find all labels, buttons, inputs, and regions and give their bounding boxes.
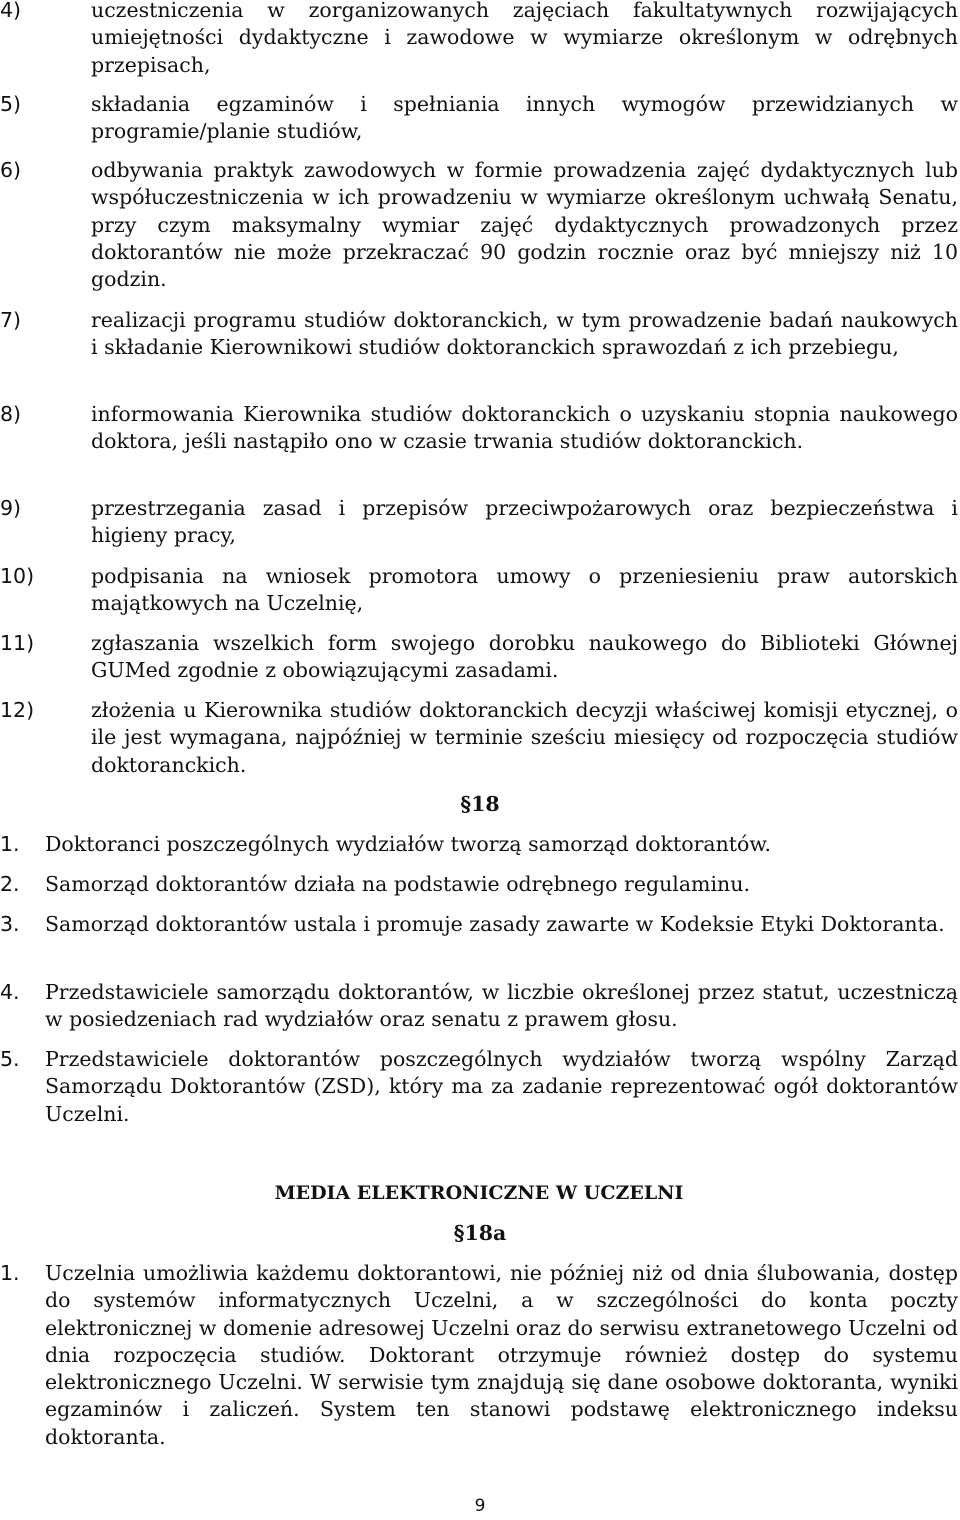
list-text: składania egzaminów i spełniania innych wymogów przewidzianych w programie/planie studiów,	[91, 92, 958, 144]
list-item	[0, 979, 958, 1034]
list-text: odbywania praktyk zawodowych w formie prowadzenia zajęć dydaktycznych lub współuczestniczenia w ich prowadzeniu w wymiarze określonym uchwałą Senatu, przy czym maksymalny wymiar zajęć dydaktycznych prowadzonych przez doktorantów nie może przekraczać 90 godzin rocznie oraz być mniejszy niż 10 godzin.	[91, 158, 958, 292]
list-number: 6)	[0, 158, 22, 182]
list-item	[0, 871, 958, 898]
list-item	[0, 563, 958, 618]
list-text: złożenia u Kierownika studiów doktoranckich decyzji właściwej komisji etycznej, o ile jest wymagana, najpóźniej w terminie sześciu miesięcy od rozpoczęcia studiów doktoranckich.	[91, 698, 958, 777]
list-text: Doktoranci poszczególnych wydziałów tworzą samorząd doktorantów.	[45, 832, 771, 856]
list-number: 3.	[0, 912, 20, 936]
list-number: 10)	[0, 564, 35, 588]
section-heading: §18a	[453, 1221, 507, 1245]
list-text: zgłaszania wszelkich form swojego dorobku naukowego do Biblioteki Głównej GUMed zgodnie z obowiązującymi zasadami.	[91, 631, 958, 683]
list-number: 11)	[0, 631, 35, 655]
list-item	[0, 697, 958, 779]
list-text: informowania Kierownika studiów doktoranckich o uzyskaniu stopnia naukowego doktora, jeśli nastąpiło ono w czasie trwania studiów doktoranckich.	[91, 402, 958, 454]
list-text: podpisania na wniosek promotora umowy o przeniesieniu praw autorskich majątkowych na Uczelnię,	[91, 564, 958, 616]
list-text: realizacji programu studiów doktoranckich, w tym prowadzenie badań naukowych i składanie Kierownikowi studiów doktoranckich sprawozdań z ich przebiegu,	[91, 308, 958, 360]
list-number: 5.	[0, 1047, 20, 1071]
list-item	[0, 157, 958, 293]
list-item	[0, 630, 958, 685]
list-item	[0, 401, 958, 456]
list-item	[0, 1260, 958, 1451]
list-text: uczestniczenia w zorganizowanych zajęciach fakultatywnych rozwijających umiejętności dydaktyczne i zawodowe w wymiarze określonym w odrębnych przepisach,	[91, 0, 958, 77]
chapter-heading: MEDIA ELEKTRONICZNE W UCZELNI	[274, 1182, 684, 1204]
list-number: 12)	[0, 698, 35, 722]
list-text: Samorząd doktorantów działa na podstawie odrębnego regulaminu.	[45, 872, 750, 896]
list-number: 8)	[0, 402, 22, 426]
list-item	[0, 91, 958, 146]
list-number: 4)	[0, 0, 22, 22]
list-item	[0, 495, 958, 550]
list-item	[0, 911, 958, 938]
list-number: 1.	[0, 1261, 20, 1285]
list-number: 1.	[0, 832, 20, 856]
list-item	[0, 0, 958, 79]
list-text: przestrzegania zasad i przepisów przeciwpożarowych oraz bezpieczeństwa i higieny pracy,	[91, 496, 958, 548]
list-text: Samorząd doktorantów ustala i promuje zasady zawarte w Kodeksie Etyki Doktoranta.	[45, 912, 945, 936]
list-number: 7)	[0, 308, 22, 332]
list-item	[0, 831, 958, 858]
list-number: 4.	[0, 980, 20, 1004]
list-number: 2.	[0, 872, 20, 896]
list-number: 9)	[0, 496, 22, 520]
list-text: Przedstawiciele doktorantów poszczególnych wydziałów tworzą wspólny Zarząd Samorządu Doktorantów (ZSD), który ma za zadanie reprezentować ogół doktorantów Uczelni.	[45, 1047, 958, 1126]
list-number: 5)	[0, 92, 22, 116]
list-item	[0, 1046, 958, 1128]
list-text: Przedstawiciele samorządu doktorantów, w liczbie określonej przez statut, uczestniczą w posiedzeniach rad wydziałów oraz senatu z prawem głosu.	[45, 980, 958, 1032]
section-heading: §18	[460, 792, 500, 816]
page-number: 9	[474, 1496, 486, 1516]
list-text: Uczelnia umożliwia każdemu doktorantowi, nie później niż od dnia ślubowania, dostęp do systemów informatycznych Uczelni, a w szczególności do konta poczty elektronicznej w domenie adresowej Uczelni oraz do serwisu extranetowego Uczelni od dnia rozpoczęcia studiów. Doktorant otrzymuje również dostęp do systemu elektronicznego Uczelni. W serwisie tym znajdują się dane osobowe doktoranta, wyniki egzaminów i zaliczeń. System ten stanowi podstawę elektronicznego indeksu doktoranta.	[45, 1261, 958, 1449]
list-item	[0, 307, 958, 362]
